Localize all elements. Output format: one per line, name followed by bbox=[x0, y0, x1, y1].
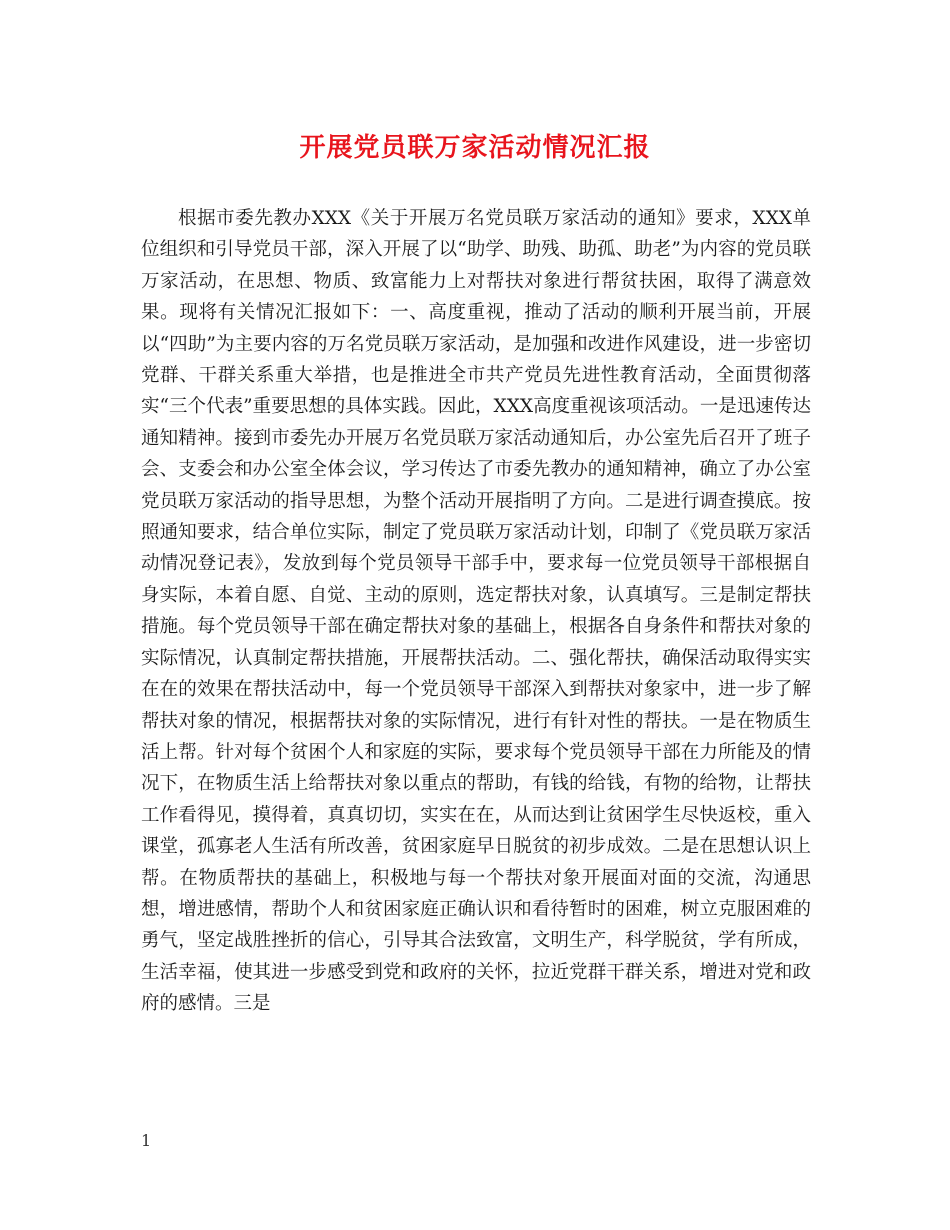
body-paragraph: 根据市委先教办XXX《关于开展万名党员联万家活动的通知》要求，XXX单位组织和引导党员干部，深入开展了以“助学、助残、助孤、助老”为内容的党员联万家活动，在思想、物质、致富能力上对帮扶对象进行帮贫扶困，取得了满意效果。现将有关情况汇报如下：一、高度重视，推动了活动的顺利开展当前，开展以“四助”为主要内容的万名党员联万家活动，是加强和改进作风建设，进一步密切党群、干群关系重大举措，也是推进全市共产党员先进性教育活动，全面贯彻落实“三个代表”重要思想的具体实践。因此，XXX高度重视该项活动。一是迅速传达通知精神。接到市委先办开展万名党员联万家活动通知后，办公室先后召开了班子会、支委会和办公室全体会议，学习传达了市委先教办的通知精神，确立了办公室党员联万家活动的指导思想，为整个活动开展指明了方向。二是进行调查摸底。按照通知要求，结合单位实际，制定了党员联万家活动计划，印制了《党员联万家活动情况登记表》，发放到每个党员领导干部手中，要求每一位党员领导干部根据自身实际，本着自愿、自觉、主动的原则，选定帮扶对象，认真填写。三是制定帮扶措施。每个党员领导干部在确定帮扶对象的基础上，根据各自身条件和帮扶对象的实际情况，认真制定帮扶措施，开展帮扶活动。二、强化帮扶，确保活动取得实实在在的效果在帮扶活动中，每一个党员领导干部深入到帮扶对象家中，进一步了解帮扶对象的情况，根据帮扶对象的实际情况，进行有针对性的帮扶。一是在物质生活上帮。针对每个贫困个人和家庭的实际，要求每个党员领导干部在力所能及的情况下，在物质生活上给帮扶对象以重点的帮助，有钱的给钱，有物的给物，让帮扶工作看得见，摸得着，真真切切，实实在在，从而达到让贫困学生尽快返校，重入课堂，孤寡老人生活有所改善，贫困家庭早日脱贫的初步成效。二是在思想认识上帮。在物质帮扶的基础上，积极地与每一个帮扶对象开展面对面的交流，沟通思想，增进感情，帮助个人和贫困家庭正确认识和看待暂时的困难，树立克服困难的勇气，坚定战胜挫折的信心，引导其合法致富，文明生产，科学脱贫，学有所成，生活幸福，使其进一步感受到党和政府的关怀，拉近党群干群关系，增进对党和政府的感情。三是 bbox=[141, 208, 811, 1015]
page-number: 1 bbox=[141, 1131, 152, 1150]
document-title: 开展党员联万家活动情况汇报 bbox=[299, 133, 651, 163]
